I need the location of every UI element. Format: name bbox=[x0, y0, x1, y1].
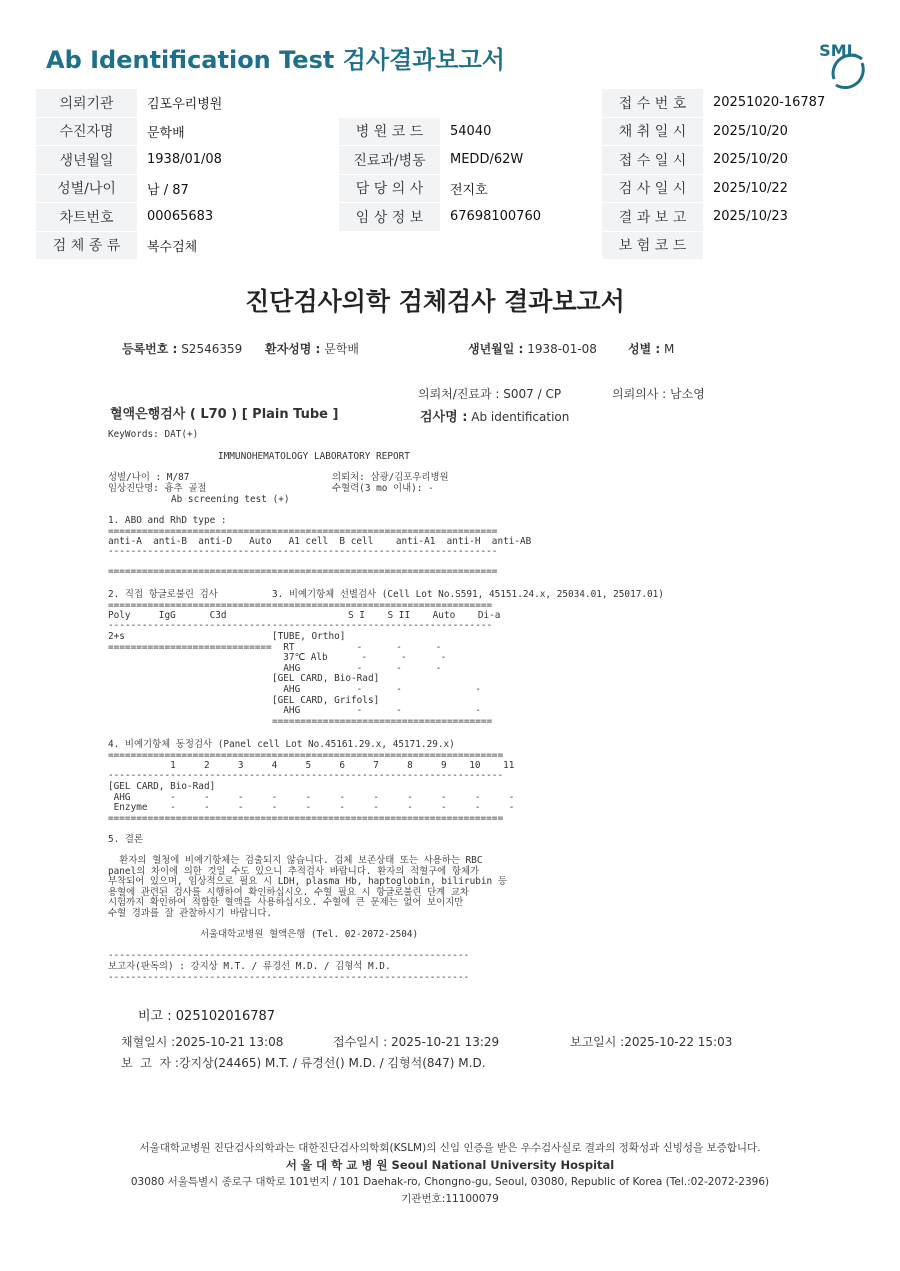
reporters: 보 고 자 :강지상(24465) M.T. / 류경선() M.D. / 김형석(847) M.D. bbox=[121, 1056, 486, 1070]
patient-info-table bbox=[36, 89, 864, 260]
info-value: MEDD/62W bbox=[440, 146, 602, 175]
info-label: 보 험 코 드 bbox=[602, 231, 703, 260]
section-rule: ======================================= bbox=[272, 716, 493, 727]
collection-time: 채혈일시 :2025-10-21 13:08 bbox=[121, 1035, 284, 1049]
info-label: 검 체 종 류 bbox=[36, 231, 137, 260]
section-rule: ===================================================================== bbox=[108, 566, 498, 577]
hospital-name: 서 울 대 학 교 병 원 Seoul National University Hospital bbox=[285, 1158, 615, 1172]
reporter-physicians: 보고자(판독의) : 강지상 M.T. / 류경선 M.D. / 김형석 M.D. bbox=[108, 961, 391, 972]
info-label: 성별/나이 bbox=[36, 174, 137, 203]
section-screening-title: 3. 비예기항체 선별검사 (Cell Lot No.S591, 45151.24.x, 25034.01, 25017.01) bbox=[272, 589, 664, 600]
section-rule: ============================= bbox=[108, 600, 272, 611]
info-value: 54040 bbox=[440, 117, 602, 146]
info-value bbox=[703, 231, 864, 260]
info-value: 복수검체 bbox=[137, 231, 339, 260]
section-rule: ============================= bbox=[108, 642, 272, 653]
requesting-doctor: 의뢰의사 : 남소영 bbox=[612, 387, 705, 401]
info-value: 전지호 bbox=[440, 174, 602, 203]
info-row bbox=[36, 117, 864, 146]
info-label: 수진자명 bbox=[36, 117, 137, 146]
info-label: 의뢰기관 bbox=[36, 89, 137, 117]
blood-bank-contact: 서울대학교병원 혈액은행 (Tel. 02-2072-2504) bbox=[200, 929, 419, 940]
info-label: 진료과/병동 bbox=[339, 146, 440, 175]
info-value: 2025/10/23 bbox=[703, 203, 864, 232]
section-rule: ---------------------------------------------------------------- bbox=[108, 950, 470, 961]
requesting-dept: 의뢰처/진료과 : S007 / CP bbox=[418, 387, 562, 401]
section-conclusion-title: 5. 결론 bbox=[108, 834, 144, 845]
sex-age-line: 성별/나이 : M/87 bbox=[108, 472, 190, 483]
info-value: 문학배 bbox=[137, 117, 339, 146]
section-abo-columns: anti-A anti-B anti-D Auto A1 cell B cell anti-A1 anti-H anti-AB bbox=[108, 536, 532, 547]
section-rule: --------------------------------------- bbox=[272, 620, 493, 631]
section-rule: ----------------------------- bbox=[108, 620, 272, 631]
section-abo-title: 1. ABO and RhD type : bbox=[108, 515, 227, 526]
sml-logo bbox=[816, 30, 860, 74]
info-value: 20251020-16787 bbox=[703, 89, 864, 117]
info-value bbox=[440, 89, 602, 117]
info-value: 1938/01/08 bbox=[137, 146, 339, 175]
section-dat-columns: Poly IgG C3d bbox=[108, 610, 227, 621]
section-rule: --------------------------------------------------------------------- bbox=[108, 546, 498, 557]
info-value: 남 / 87 bbox=[137, 174, 339, 203]
info-row bbox=[36, 203, 864, 232]
section-dat-title: 2. 직접 항글로불린 검사 bbox=[108, 589, 218, 600]
remark: 비고 : 025102016787 bbox=[138, 1009, 276, 1024]
section-rule: ====================================================================== bbox=[108, 813, 504, 824]
section-dat-value: 2+s bbox=[108, 631, 125, 642]
info-row bbox=[36, 146, 864, 175]
info-label: 결 과 보 고 bbox=[602, 203, 703, 232]
info-value bbox=[440, 231, 602, 260]
section-rule: ---------------------------------------------------------------------- bbox=[108, 770, 504, 781]
requester-line: 의뢰처: 삼광/김포우리병원 bbox=[332, 472, 449, 483]
sex: 성별 : M bbox=[628, 342, 675, 356]
info-label bbox=[339, 89, 440, 117]
transfusion-line: 수혈력(3 mo 이내): - bbox=[332, 483, 434, 494]
info-label: 접 수 번 호 bbox=[602, 89, 703, 117]
info-row bbox=[36, 231, 864, 260]
logo-text: SML bbox=[819, 41, 857, 60]
diagnosis-line: 임상진단명: 흉추 골절 bbox=[108, 483, 207, 494]
section-rule: ===================================================================== bbox=[108, 526, 498, 537]
section-panel-columns: 1 2 3 4 5 6 7 8 9 10 11 bbox=[108, 760, 515, 771]
birth-date: 생년월일 : 1938-01-08 bbox=[468, 342, 597, 356]
info-label: 채 취 일 시 bbox=[602, 117, 703, 146]
patient-name: 환자성명 : 문학배 bbox=[265, 342, 359, 356]
exam-title: 혈액은행검사 ( L70 ) [ Plain Tube ] bbox=[110, 407, 339, 422]
section-screening-results: [TUBE, Ortho] RT - - - 37℃ Alb - - - AHG - - - [GEL CARD, Bio-Rad] AHG - - - [GEL CARD, Grifols] AHG - - - bbox=[272, 631, 481, 717]
report-time: 보고일시 :2025-10-22 15:03 bbox=[570, 1035, 733, 1049]
section-panel-results: [GEL CARD, Bio-Rad] AHG - - - - - - - - - - - Enzyme - - - - - - - - - - - bbox=[108, 781, 515, 814]
section-rule: ======================================= bbox=[272, 600, 493, 611]
section-rule: ====================================================================== bbox=[108, 750, 504, 761]
info-label: 담 당 의 사 bbox=[339, 174, 440, 203]
info-label: 임 상 정 보 bbox=[339, 203, 440, 232]
section-screening-columns: S I S II Auto Di-a bbox=[348, 610, 501, 621]
institution-number: 기관번호:11100079 bbox=[401, 1193, 499, 1205]
screening-line: Ab screening test (+) bbox=[171, 494, 290, 505]
info-label: 검 사 일 시 bbox=[602, 174, 703, 203]
exam-name: 검사명 : Ab identification bbox=[420, 410, 570, 425]
info-value: 00065683 bbox=[137, 203, 339, 232]
page-title: Ab Identification Test 검사결과보고서 bbox=[46, 46, 505, 74]
info-value: 김포우리병원 bbox=[137, 89, 339, 117]
info-value: 2025/10/20 bbox=[703, 117, 864, 146]
info-value: 2025/10/20 bbox=[703, 146, 864, 175]
info-row bbox=[36, 89, 864, 117]
info-label: 생년월일 bbox=[36, 146, 137, 175]
info-value: 2025/10/22 bbox=[703, 174, 864, 203]
section-panel-title: 4. 비예기항체 동정검사 (Panel cell Lot No.45161.29.x, 45171.29.x) bbox=[108, 739, 455, 750]
info-label: 차트번호 bbox=[36, 203, 137, 232]
info-label bbox=[339, 231, 440, 260]
section-rule: ---------------------------------------------------------------- bbox=[108, 972, 470, 983]
certification-note: 서울대학교병원 진단검사의학과는 대한진단검사의학회(KSLM)의 신임 인증을 받은 우수검사실로 결과의 정확성과 신빙성을 보증합니다. bbox=[139, 1142, 761, 1154]
lab-report-heading: IMMUNOHEMATOLOGY LABORATORY REPORT bbox=[218, 451, 410, 462]
info-value: 67698100760 bbox=[440, 203, 602, 232]
info-label: 병 원 코 드 bbox=[339, 117, 440, 146]
registration-number: 등록번호 : S2546359 bbox=[122, 342, 243, 356]
receipt-time: 접수일시 : 2025-10-21 13:29 bbox=[333, 1035, 500, 1049]
report-title: 진단검사의학 검체검사 결과보고서 bbox=[245, 287, 625, 316]
keywords: KeyWords: DAT(+) bbox=[108, 429, 199, 440]
section-conclusion-text: 환자의 혈청에 비예기항체는 검출되지 않습니다. 검체 보존상태 또는 사용하는 RBC panel의 차이에 의한 것일 수도 있으니 추적검사 바랍니다. 환자의 적혈구에 항체가 부착되어 있으며, 임상적으로 필요 시 LDH, plasma Hb, haptoglobin, bilirubin 등 용혈에 관련된 검사를 시행하여 확인하십시오. 수혈 필요 시 항글로불린 단계 교차 시험까지 확인하여 적합한 혈액을 사용하십시오. 수혈에 큰 문제는 없어 보이지만 수혈 경과를 잘 관찰하시기 바랍니다. bbox=[108, 855, 507, 919]
info-row bbox=[36, 174, 864, 203]
hospital-address: 03080 서울특별시 종로구 대학로 101번지 / 101 Daehak-ro, Chongno-gu, Seoul, 03080, Republic of Korea (Tel.:02-2072-2396) bbox=[130, 1176, 770, 1188]
info-label: 접 수 일 시 bbox=[602, 146, 703, 175]
